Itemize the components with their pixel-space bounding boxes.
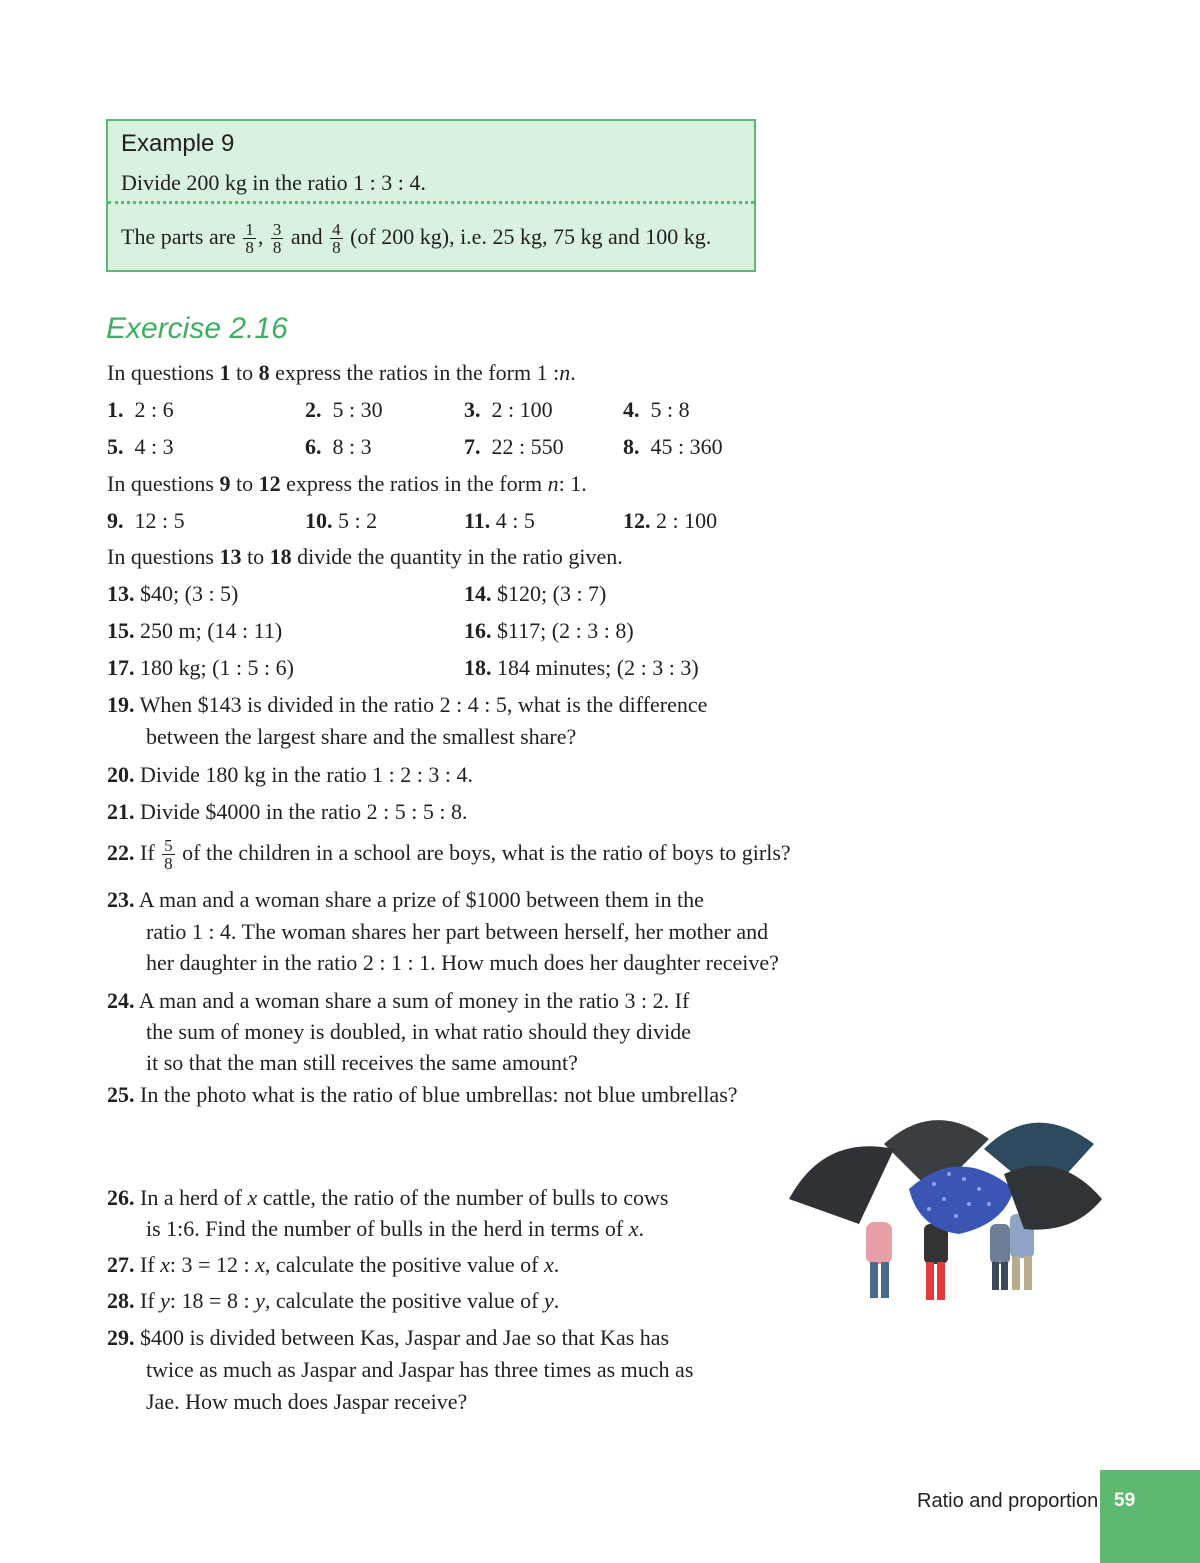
fraction-3-8 <box>271 221 284 256</box>
fraction-denominator: 8 <box>245 238 254 258</box>
question-22 <box>107 833 791 873</box>
intro-text: to <box>235 471 254 496</box>
fraction-denominator: 8 <box>164 854 173 874</box>
question-number: 6. <box>305 434 322 459</box>
intro-text: to <box>235 360 254 385</box>
question-9 <box>107 508 185 534</box>
question-24 <box>107 988 689 1014</box>
question-text: 4 : 5 <box>495 508 535 533</box>
question-text: 2 : 100 <box>656 508 718 533</box>
exercise-title: Exercise 2.16 <box>106 312 288 345</box>
question-text: If <box>140 1288 155 1313</box>
question-number: 27. <box>107 1252 135 1277</box>
question-text: A man and a woman share a sum of money in the ratio 3 : 2. If <box>138 988 690 1013</box>
intro-bold: 1 <box>219 360 231 385</box>
fraction-numerator: 1 <box>245 220 254 240</box>
question-19-cont: between the largest share and the smallest share? <box>146 724 577 749</box>
question-23-cont-1: ratio 1 : 4. The woman shares her part between herself, her mother and <box>146 919 769 944</box>
question-number: 19. <box>107 692 135 717</box>
intro-bold: 18 <box>269 544 292 569</box>
variable-x: x <box>255 1252 265 1277</box>
question-5 <box>107 434 174 460</box>
question-1 <box>107 397 174 423</box>
fraction-5-8 <box>162 837 175 872</box>
intro-questions-1-8 <box>107 360 576 386</box>
question-text: $120; (3 : 7) <box>497 581 607 606</box>
intro-text: In questions <box>107 360 214 385</box>
footer-section-title: Ratio and proportion <box>917 1490 1099 1512</box>
intro-var: n <box>559 360 571 385</box>
fraction-numerator: 4 <box>332 220 341 240</box>
question-28 <box>107 1288 559 1314</box>
intro-text: In questions <box>107 471 214 496</box>
question-10 <box>305 508 377 534</box>
question-text: of the children in a school are boys, what is the ratio of boys to girls? <box>182 840 791 865</box>
question-text: 5 : 2 <box>338 508 378 533</box>
page-number-tab <box>1100 1470 1200 1563</box>
example-answer <box>121 220 711 256</box>
question-text: If <box>140 1252 155 1277</box>
question-number: 29. <box>107 1325 135 1350</box>
question-27 <box>107 1252 559 1278</box>
question-number: 16. <box>464 618 492 643</box>
fraction-1-8 <box>243 221 256 256</box>
question-29 <box>107 1325 669 1351</box>
question-number: 25. <box>107 1082 135 1107</box>
question-19 <box>107 692 707 718</box>
question-15 <box>107 618 282 644</box>
question-number: 10. <box>305 508 333 533</box>
question-text: 184 minutes; (2 : 3 : 3) <box>497 655 699 680</box>
question-number: 11. <box>464 508 491 533</box>
question-text: 45 : 360 <box>650 434 723 459</box>
question-12 <box>623 508 717 534</box>
question-8 <box>623 434 723 460</box>
question-text: 5 : 8 <box>650 397 690 422</box>
variable-x: x <box>628 1216 639 1241</box>
question-26-cont <box>146 1216 644 1242</box>
example-divider <box>108 201 754 204</box>
separator: , <box>257 224 264 249</box>
question-number: 4. <box>623 397 640 422</box>
fraction-numerator: 5 <box>164 836 173 856</box>
question-4 <box>623 397 690 423</box>
question-text: , calculate the positive value of <box>264 1252 539 1277</box>
question-21 <box>107 799 468 825</box>
question-18 <box>464 655 699 681</box>
question-number: 24. <box>107 988 135 1013</box>
question-24-cont-2: it so that the man still receives the same amount? <box>146 1050 578 1075</box>
question-number: 3. <box>464 397 481 422</box>
variable-x: x <box>160 1252 170 1277</box>
answer-prefix: The parts are <box>121 224 236 249</box>
question-11 <box>464 508 535 534</box>
question-17 <box>107 655 294 681</box>
question-text: 8 : 3 <box>332 434 372 459</box>
question-number: 20. <box>107 762 135 787</box>
intro-text: express the ratios in the form <box>286 471 543 496</box>
question-24-cont-1: the sum of money is doubled, in what ratio should they divide <box>146 1019 692 1044</box>
question-text: If <box>140 840 155 865</box>
question-2 <box>305 397 383 423</box>
question-6 <box>305 434 372 460</box>
question-3 <box>464 397 553 423</box>
question-text: : 3 = 12 : <box>169 1252 250 1277</box>
intro-questions-9-12 <box>107 471 587 497</box>
question-20 <box>107 762 473 788</box>
question-23 <box>107 887 704 913</box>
intro-bold: 13 <box>219 544 242 569</box>
question-23-cont-2: her daughter in the ratio 2 : 1 : 1. How much does her daughter receive? <box>146 950 779 975</box>
question-text: 12 : 5 <box>134 508 185 533</box>
question-number: 12. <box>623 508 651 533</box>
question-number: 22. <box>107 840 135 865</box>
question-number: 2. <box>305 397 322 422</box>
question-number: 1. <box>107 397 124 422</box>
example-title: Example 9 <box>121 130 235 157</box>
fraction-denominator: 8 <box>332 238 341 258</box>
question-text: Divide $4000 in the ratio 2 : 5 : 5 : 8. <box>140 799 468 824</box>
question-number: 21. <box>107 799 135 824</box>
question-text: 180 kg; (1 : 5 : 6) <box>140 655 294 680</box>
variable-y: y <box>160 1288 170 1313</box>
variable-y: y <box>255 1288 265 1313</box>
umbrellas <box>789 1120 1102 1234</box>
intro-text: express the ratios in the form 1 : <box>275 360 560 385</box>
question-text: is 1:6. Find the number of bulls in the herd in terms of <box>146 1216 624 1241</box>
question-text: , calculate the positive value of <box>264 1288 539 1313</box>
question-14 <box>464 581 606 607</box>
fraction-numerator: 3 <box>272 220 282 240</box>
question-text: 22 : 550 <box>491 434 564 459</box>
question-text: . <box>553 1252 560 1277</box>
question-text: $117; (2 : 3 : 8) <box>497 618 634 643</box>
question-text: : 18 = 8 : <box>169 1288 250 1313</box>
question-text: 250 m; (14 : 11) <box>140 618 283 643</box>
question-number: 23. <box>107 887 135 912</box>
question-number: 9. <box>107 508 124 533</box>
variable-y: y <box>544 1288 554 1313</box>
question-text: . <box>553 1288 560 1313</box>
question-number: 15. <box>107 618 135 643</box>
question-text: A man and a woman share a prize of $1000 between them in the <box>138 887 704 912</box>
intro-var: n <box>547 471 559 496</box>
intro-text: : 1. <box>558 471 587 496</box>
answer-suffix: (of 200 kg), i.e. 25 kg, 75 kg and 100 kg. <box>350 224 712 249</box>
question-13 <box>107 581 238 607</box>
variable-x: x <box>544 1252 554 1277</box>
question-text: 5 : 30 <box>332 397 383 422</box>
umbrellas-photo <box>784 1104 1104 1314</box>
question-number: 13. <box>107 581 135 606</box>
page-number: 59 <box>1114 1490 1136 1511</box>
intro-bold: 9 <box>219 471 231 496</box>
intro-text: In questions <box>107 544 214 569</box>
question-text: cattle, the ratio of the number of bulls to cows <box>262 1185 669 1210</box>
question-29-cont-1: twice as much as Jaspar and Jaspar has three times as much as <box>146 1357 694 1382</box>
question-25 <box>107 1082 738 1108</box>
intro-bold: 8 <box>258 360 270 385</box>
question-text: $400 is divided between Kas, Jaspar and Jae so that Kas has <box>140 1325 670 1350</box>
intro-bold: 12 <box>258 471 281 496</box>
question-number: 5. <box>107 434 124 459</box>
intro-text: to <box>246 544 265 569</box>
question-number: 14. <box>464 581 492 606</box>
question-29-cont-2: Jae. How much does Jaspar receive? <box>146 1389 468 1414</box>
intro-questions-13-18 <box>107 544 623 570</box>
intro-text: divide the quantity in the ratio given. <box>297 544 623 569</box>
question-text: In the photo what is the ratio of blue umbrellas: not blue umbrellas? <box>140 1082 738 1107</box>
example-question: Divide 200 kg in the ratio 1 : 3 : 4. <box>121 170 426 195</box>
example-box <box>106 119 756 272</box>
question-text: 4 : 3 <box>134 434 174 459</box>
question-text: When $143 is divided in the ratio 2 : 4 : 5, what is the difference <box>139 692 708 717</box>
question-number: 7. <box>464 434 481 459</box>
question-16 <box>464 618 634 644</box>
question-number: 26. <box>107 1185 135 1210</box>
question-text: In a herd of <box>140 1185 243 1210</box>
question-26 <box>107 1185 668 1211</box>
fraction-4-8 <box>330 221 343 256</box>
question-number: 8. <box>623 434 640 459</box>
question-text: 2 : 100 <box>491 397 553 422</box>
intro-text: . <box>570 360 576 385</box>
question-number: 17. <box>107 655 135 680</box>
fraction-denominator: 8 <box>272 238 282 258</box>
question-text: $40; (3 : 5) <box>140 581 239 606</box>
question-text: . <box>638 1216 644 1241</box>
question-text: 2 : 6 <box>134 397 174 422</box>
question-number: 28. <box>107 1288 135 1313</box>
question-number: 18. <box>464 655 492 680</box>
variable-x: x <box>247 1185 258 1210</box>
question-text: Divide 180 kg in the ratio 1 : 2 : 3 : 4. <box>140 762 474 787</box>
question-7 <box>464 434 564 460</box>
and-word: and <box>290 224 323 249</box>
